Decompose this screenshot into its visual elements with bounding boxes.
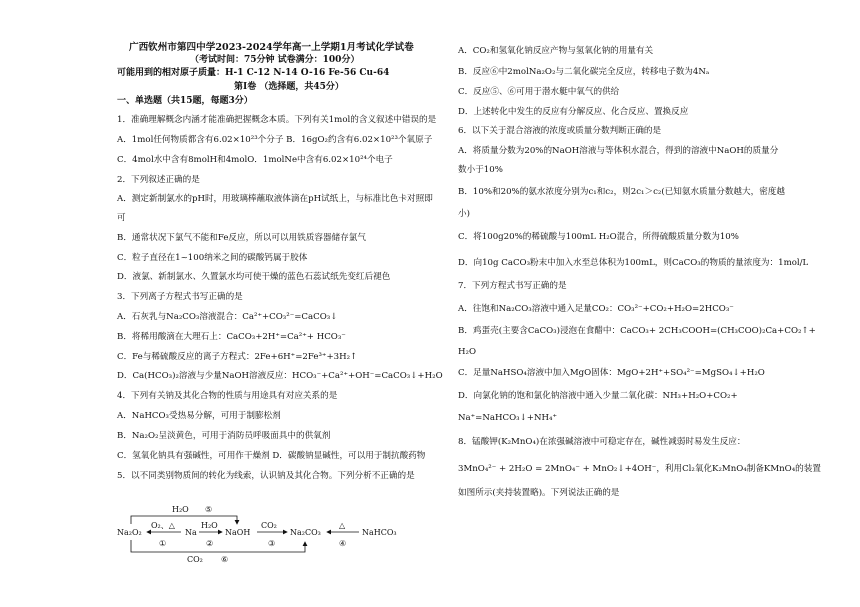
sodium-conversion-diagram bbox=[117, 504, 457, 564]
q5-option-d: D．上述转化中发生的反应有分解反应、化合反应、置换反应 bbox=[458, 107, 689, 117]
label-co2: CO₂ bbox=[261, 521, 277, 530]
label-3: ③ bbox=[268, 539, 276, 548]
q3-option-a: A．石灰乳与Na₂CO₃溶液混合：Ca²⁺+CO₃²⁻=CaCO₃↓ bbox=[117, 312, 338, 322]
section-heading: 一、单选题（共15题，每题3分） bbox=[117, 96, 253, 106]
q6-option-a-line1: A．将质量分数为20%的NaOH溶液与等体积水混合，得到的溶液中NaOH的质量分 bbox=[458, 146, 779, 156]
label-1: ① bbox=[159, 539, 167, 548]
q2-option-c: C．粒子直径在1~100纳米之间的碳酸钙属于胶体 bbox=[117, 253, 308, 263]
q3-option-c: C．Fe与稀硫酸反应的离子方程式：2Fe+6H⁺=2Fe³⁺+3H₂↑ bbox=[117, 352, 358, 362]
label-5: ⑤ bbox=[205, 505, 213, 514]
q5-option-b: B．反应⑥中2molNa₂O₂与二氧化碳完全反应，转移电子数为4Nₐ bbox=[458, 67, 710, 77]
atomic-masses: 可能用到的相对原子质量：H-1 C-12 N-14 O-16 Fe-56 Cu-64 bbox=[117, 68, 390, 78]
q7-option-a: A．往饱和Na₂CO₃溶液中通入足量CO₂：CO₃²⁻+CO₂+H₂O=2HCO₃⁻ bbox=[458, 304, 734, 314]
q7-option-b-line1: B．鸡蛋壳(主要含CaCO₃)浸泡在食醋中：CaCO₃+ 2CH₃COOH=(CH₃COO)₂Ca+CO₂↑+ bbox=[458, 326, 816, 336]
q2-option-a-line2: 可 bbox=[117, 213, 126, 223]
q1-option-ab: A．1mol任何物质都含有6.02×10²³个分子 B．16gO₂约含有6.02×10²³个氧原子 bbox=[117, 135, 433, 145]
arrow-5 bbox=[131, 516, 237, 524]
question-1: 1．准确理解概念内涵才能准确把握概念本质。下列有关1mol的含义叙述中错误的是 bbox=[117, 115, 437, 125]
node-na2co3: Na₂CO₃ bbox=[290, 528, 321, 537]
question-6: 6．以下关于混合溶液的浓度或质量分数判断正确的是 bbox=[458, 126, 662, 136]
q5-option-c: C．反应⑤、⑥可用于潜水艇中氧气的供给 bbox=[458, 87, 620, 97]
node-nahco3: NaHCO₃ bbox=[362, 528, 397, 537]
label-h2o: H₂O bbox=[201, 521, 218, 530]
node-naoh: NaOH bbox=[225, 528, 251, 537]
exam-title: 广西钦州市第四中学2023-2024学年高一上学期1月考试化学试卷 bbox=[129, 42, 414, 53]
q6-option-b-line1: B．10%和20%的氨水浓度分别为c₁和c₂，则2c₁＞c₂(已知氨水质量分数越大，密度越 bbox=[458, 187, 785, 197]
question-5: 5．以不同类别物质间的转化为线索，认识钠及其化合物。下列分析不正确的是 bbox=[117, 471, 415, 481]
question-3: 3．下列离子方程式书写正确的是 bbox=[117, 292, 243, 302]
q6-option-c: C．将100g20%的稀硫酸与100mL H₂O混合，所得硫酸质量分数为10% bbox=[458, 232, 739, 242]
q7-option-b-line2: H₂O bbox=[458, 347, 476, 357]
node-na: Na bbox=[185, 528, 197, 537]
label-heat: △ bbox=[339, 521, 346, 530]
question-7: 7．下列方程式书写正确的是 bbox=[458, 281, 567, 291]
arrow-6 bbox=[131, 540, 305, 552]
q4-option-b: B．Na₂O₂呈淡黄色，可用于消防员呼吸面具中的供氧剂 bbox=[117, 431, 331, 441]
question-2: 2．下列叙述正确的是 bbox=[117, 175, 200, 185]
label-o2-heat: O₂、△ bbox=[151, 521, 175, 530]
q6-option-d: D．向10g CaCO₃粉末中加入水至总体积为100mL，则CaCO₃的物质的量浓度为：1mol/L bbox=[458, 258, 809, 268]
question-8: 8．锰酸钾(K₂MnO₄)在浓强碱溶液中可稳定存在，碱性减弱时易发生反应： bbox=[458, 437, 746, 447]
q8-equation: 3MnO₄²⁻ + 2H₂O = 2MnO₄⁻ + MnO₂↓+4OH⁻，利用Cl₂氧化K₂MnO₄制备KMnO₄的装置 bbox=[458, 464, 821, 474]
label-h2o-top: H₂O bbox=[172, 505, 189, 514]
q7-option-d-line2: Na⁺=NaHCO₃↓+NH₄⁺ bbox=[458, 413, 557, 423]
q4-option-a: A．NaHCO₃受热易分解，可用于制膨松剂 bbox=[117, 411, 281, 421]
label-2: ② bbox=[206, 539, 214, 548]
q3-option-d: D．Ca(HCO₃)₂溶液与少量NaOH溶液反应：HCO₃⁻+Ca²⁺+OH⁻=CaCO₃↓+H₂O bbox=[117, 371, 443, 381]
q5-option-a: A．CO₂和氢氧化钠反应产物与氢氧化钠的用量有关 bbox=[458, 46, 654, 56]
label-6: ⑥ bbox=[221, 555, 229, 564]
q4-option-cd: C．氢氧化钠具有强碱性，可用作干燥剂 D．碳酸钠显碱性，可以用于制抗酸药物 bbox=[117, 451, 426, 461]
label-co2-bottom: CO₂ bbox=[187, 555, 203, 564]
q2-option-a-line1: A．测定新制氯水的pH时，用玻璃棒蘸取液体滴在pH试纸上，与标准比色卡对照即 bbox=[117, 194, 433, 204]
q2-option-b: B．通常状况下氯气不能和Fe反应，所以可以用铁质容器储存氯气 bbox=[117, 233, 366, 243]
label-4: ④ bbox=[339, 539, 347, 548]
q1-option-c: C．4mol水中含有8molH和4molO．1molNe中含有6.02×10²⁴个电子 bbox=[117, 155, 393, 165]
exam-info: （考试时间：75分钟 试卷满分：100分） bbox=[190, 55, 360, 65]
q7-option-c: C．足量NaHSO₄溶液中加入MgO固体：MgO+2H⁺+SO₄²⁻=MgSO₄↓+H₂O bbox=[458, 368, 765, 378]
q2-option-d: D．液氯、新制氯水、久置氯水均可使干燥的蓝色石蕊试纸先变红后褪色 bbox=[117, 272, 391, 282]
node-na2o2: Na₂O₂ bbox=[117, 528, 142, 537]
part-heading: 第Ⅰ卷 （选择题，共45分） bbox=[234, 82, 344, 92]
q3-option-b: B．将稀用酸滴在大理石上：CaCO₃+2H⁺=Ca²⁺+ HCO₃⁻ bbox=[117, 332, 346, 342]
q6-option-a-line2: 数小于10% bbox=[458, 165, 503, 175]
q8-end: 如图所示(夹持装置略)。下列说法正确的是 bbox=[458, 488, 620, 498]
question-4: 4．下列有关钠及其化合物的性质与用途具有对应关系的是 bbox=[117, 391, 338, 401]
q7-option-d-line1: D．向氯化钠的饱和氯化钠溶液中通入少量二氧化碳：NH₃+H₂O+CO₂+ bbox=[458, 391, 738, 401]
q6-option-b-line2: 小) bbox=[458, 209, 470, 219]
